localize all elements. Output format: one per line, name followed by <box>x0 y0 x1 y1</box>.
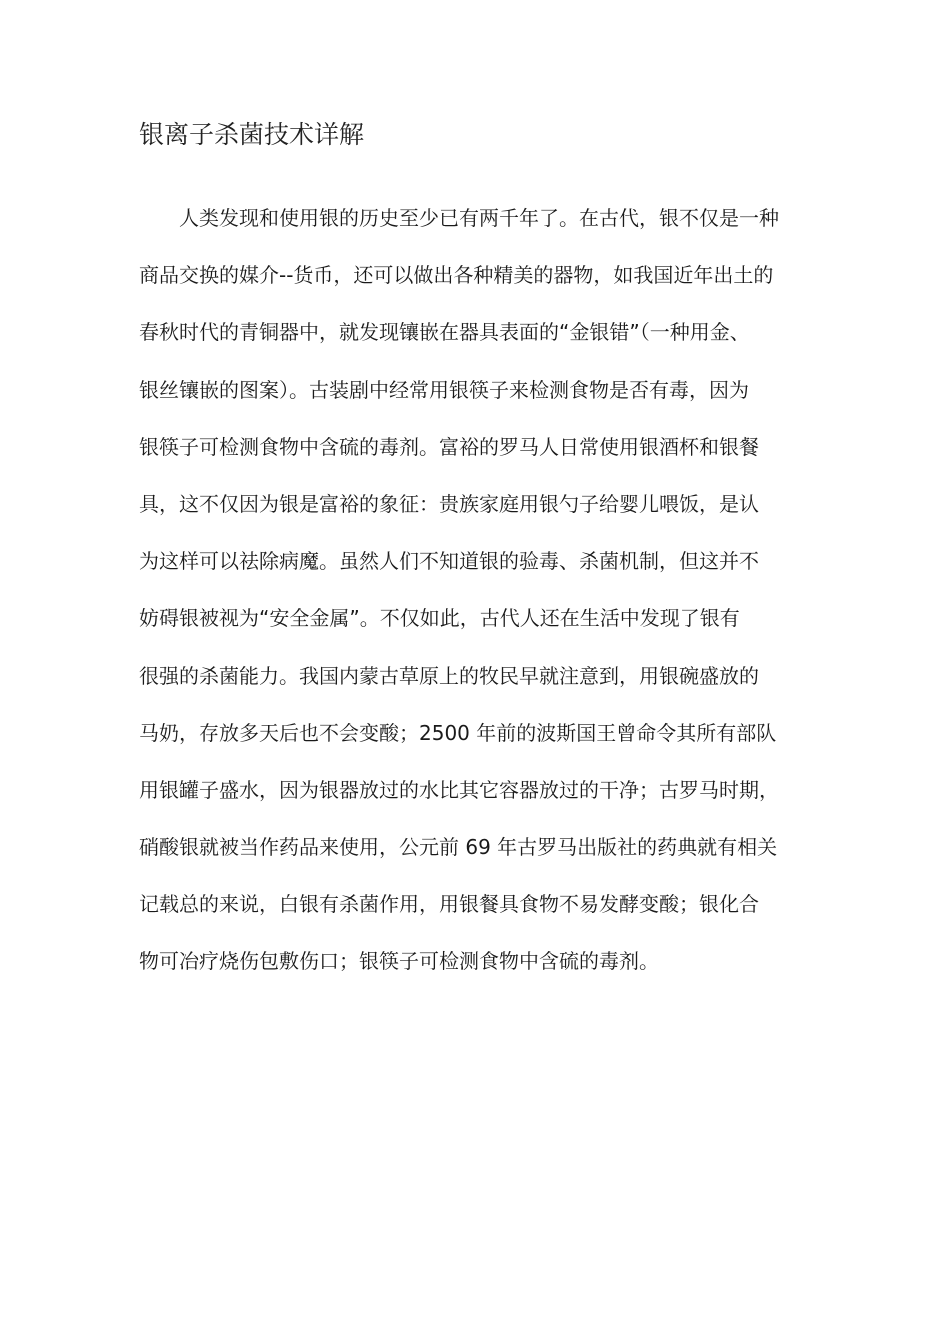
body-paragraph <box>139 190 819 991</box>
document-title: 银离子杀菌技术详解 <box>139 120 365 149</box>
paragraph-line: 为这样可以祛除病魔。虽然人们不知道银的验毒、杀菌机制，但这并不 <box>139 549 759 574</box>
paragraph-line: 妨碍银被视为“安全金属”。不仅如此，古代人还在生活中发现了银有 <box>139 606 740 631</box>
paragraph-line: 商品交换的媒介--货币，还可以做出各种精美的器物，如我国近年出土的 <box>139 263 774 288</box>
paragraph-line: 用银罐子盛水，因为银器放过的水比其它容器放过的干净；古罗马时期， <box>139 777 779 802</box>
paragraph-line: 银筷子可检测食物中含硫的毒剂。富裕的罗马人日常使用银酒杯和银餐 <box>139 434 759 459</box>
paragraph-line: 人类发现和使用银的历史至少已有两千年了。在古代，银不仅是一种 <box>179 206 779 230</box>
paragraph-line: 物可冶疗烧伤包敷伤口；银筷子可检测食物中含硫的毒剂。 <box>139 949 659 974</box>
paragraph-line: 具，这不仅因为银是富裕的象征：贵族家庭用银勺子给婴儿喂饭，是认 <box>139 491 759 516</box>
paragraph-line: 春秋时代的青铜器中，就发现镶嵌在器具表面的“金银错”（一种用金、 <box>139 320 750 345</box>
paragraph-line: 马奶，存放多天后也不会变酸；2500 年前的波斯国王曾命令其所有部队 <box>139 720 777 745</box>
paragraph-line: 很强的杀菌能力。我国内蒙古草原上的牧民早就注意到，用银碗盛放的 <box>139 663 759 688</box>
paragraph-line: 记载总的来说，白银有杀菌作用，用银餐具食物不易发酵变酸；银化合 <box>139 892 759 917</box>
paragraph-line: 银丝镶嵌的图案）。古装剧中经常用银筷子来检测食物是否有毒，因为 <box>139 377 749 402</box>
paragraph-line: 硝酸银就被当作药品来使用，公元前 69 年古罗马出版社的药典就有相关 <box>139 835 778 860</box>
